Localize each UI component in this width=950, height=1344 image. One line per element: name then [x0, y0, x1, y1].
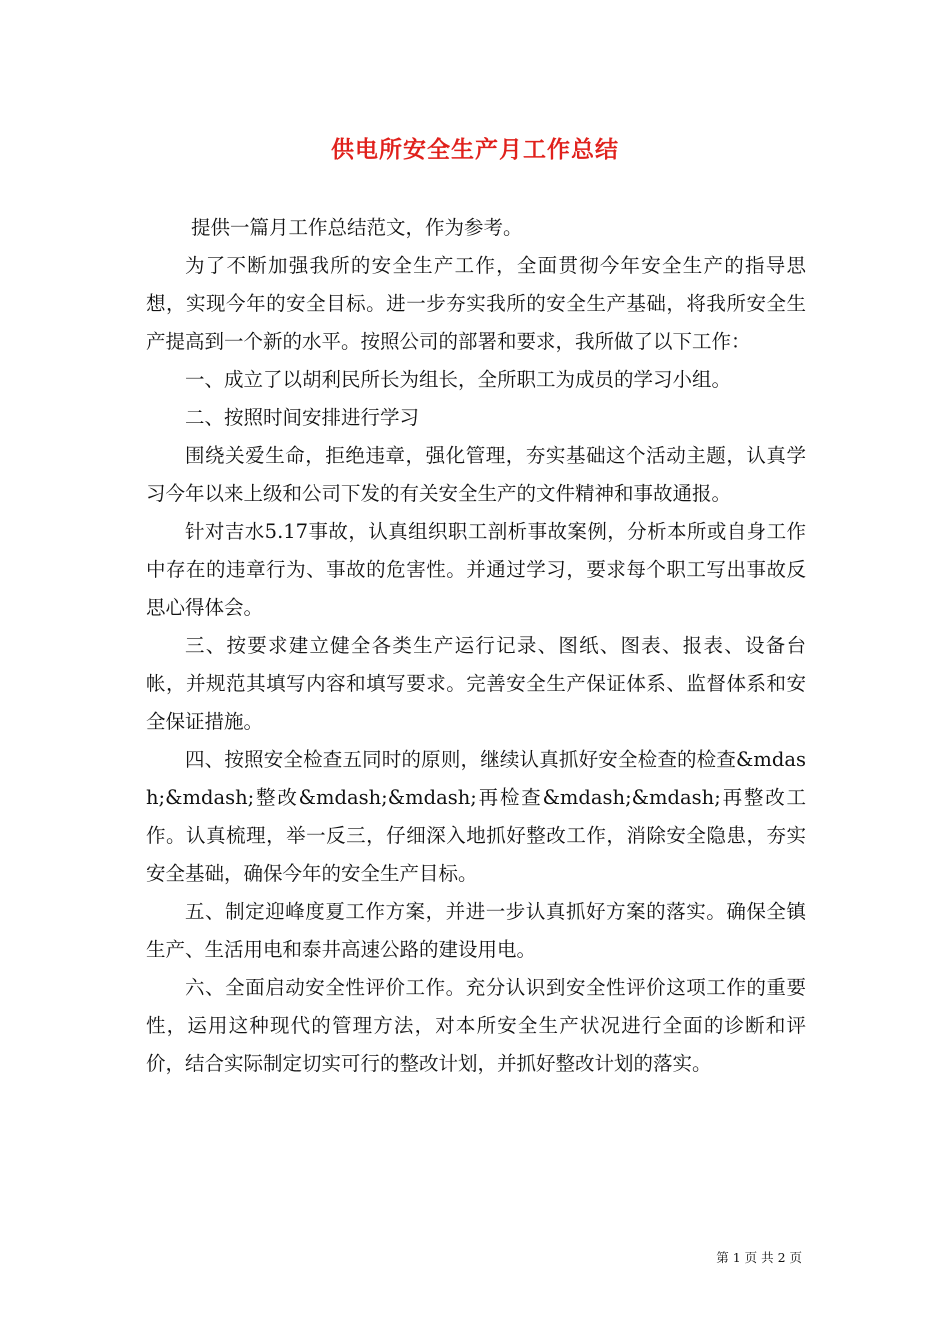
- paragraph-purpose: 为了不断加强我所的安全生产工作，全面贯彻今年安全生产的指导思想，实现今年的安全目标。进一步夯实我所的安全生产基础，将我所安全生产提高到一个新的水平。按照公司的部署和要求，我所做了以下工作：: [146, 254, 806, 353]
- paragraph-accident-analysis: 针对吉水5.17事故，认真组织职工剖析事故案例，分析本所或自身工作中存在的违章行为、事故的危害性。并通过学习，要求每个职工写出事故反思心得体会。: [146, 520, 806, 619]
- document-body: [146, 209, 806, 1083]
- paragraph-intro: 提供一篇月工作总结范文，作为参考。: [191, 216, 523, 239]
- document-title: 供电所安全生产月工作总结: [331, 136, 619, 163]
- paragraph-item-4: 四、按照安全检查五同时的原则，继续认真抓好安全检查的检查&mdash;&mdash;整改&mdash;&mdash;再检查&mdash;&mdash;再整改工作。认真梳理，举一反三，仔细深入地抓好整改工作，消除安全隐患，夯实安全基础，确保今年的安全生产目标。: [146, 748, 806, 885]
- paragraph-study-theme: 围绕关爱生命，拒绝违章，强化管理，夯实基础这个活动主题，认真学习今年以来上级和公司下发的有关安全生产的文件精神和事故通报。: [146, 444, 806, 505]
- paragraph-item-6: 六、全面启动安全性评价工作。充分认识到安全性评价这项工作的重要性，运用这种现代的管理方法，对本所安全生产状况进行全面的诊断和评价，结合实际制定切实可行的整改计划，并抓好整改计划的落实。: [146, 976, 806, 1075]
- paragraph-item-3: 三、按要求建立健全各类生产运行记录、图纸、图表、报表、设备台帐，并规范其填写内容和填写要求。完善安全生产保证体系、监督体系和安全保证措施。: [146, 634, 806, 733]
- paragraph-item-1: 一、成立了以胡利民所长为组长，全所职工为成员的学习小组。: [185, 368, 732, 391]
- page-number-footer: 第 1 页 共 2 页: [716, 1250, 802, 1265]
- paragraph-item-2: 二、按照时间安排进行学习: [185, 406, 420, 429]
- paragraph-item-5: 五、制定迎峰度夏工作方案，并进一步认真抓好方案的落实。确保全镇生产、生活用电和泰井高速公路的建设用电。: [146, 900, 806, 961]
